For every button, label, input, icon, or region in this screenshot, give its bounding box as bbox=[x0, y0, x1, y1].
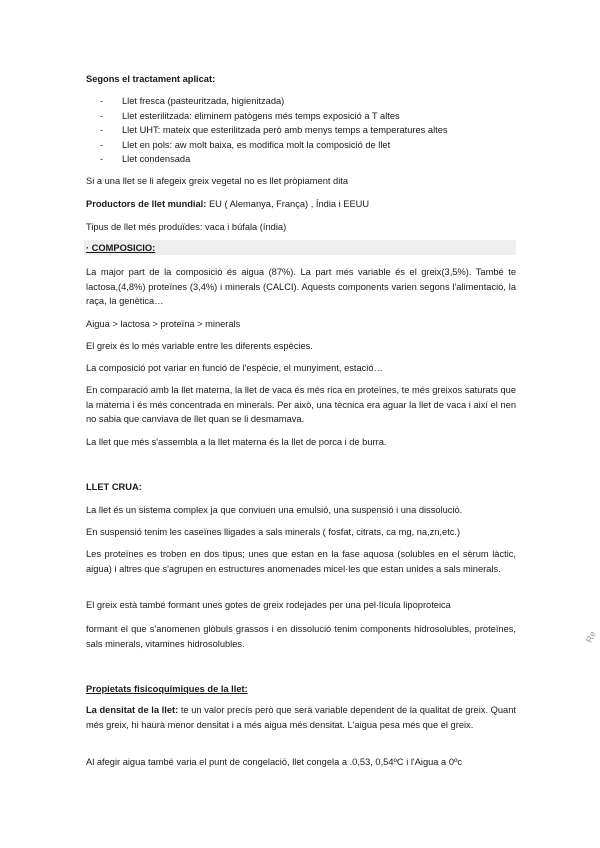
treatment-heading: Segons el tractament aplicat: bbox=[86, 74, 216, 84]
composition-paragraph-4: En comparació amb la llet materna, la llet de vaca és més rica en proteïnes, te més greixos saturats que la materna i és més concentrada en minerals. Per això, una tècnica era aguar la llet de vaca i així el nen no sabia que canviava de llet quan se li desmamava. bbox=[86, 385, 516, 424]
veg-fat-note: Si a una llet se li afegeix greix vegetal no es llet pròpiament dita bbox=[86, 176, 349, 186]
composition-paragraph-5: La llet que més s'assembla a la llet materna és la llet de porca i de burra. bbox=[86, 437, 387, 447]
composition-heading: · COMPOSICIO: bbox=[86, 243, 156, 253]
dash-bullet: - bbox=[100, 96, 104, 106]
raw-milk-paragraph-4: El greix està també formant unes gotes de greix rodejades per una pel·lícula lipoproteica bbox=[86, 600, 451, 610]
composition-order: Aigua > lactosa > proteïna > minerals bbox=[86, 319, 241, 329]
dash-bullet: - bbox=[100, 125, 104, 135]
density-paragraph bbox=[86, 703, 516, 732]
dash-bullet: - bbox=[100, 154, 104, 164]
composition-paragraph-1: La major part de la composició és aigua (87%). La part més variable és el greix(3,5%). També te lactosa,(4,8%) proteïnes (3,4%) i minerals (CALCI). Aquests components varien segons l'alimentació, la raça, la genètica… bbox=[86, 267, 516, 306]
watermark-text: Re bbox=[584, 629, 598, 645]
density-text: te un valor precís però que serà variable dependent de la qualitat de greix. Quant més greix, hi haurà menor densitat i a més aigua més densitat. L'aigua pesa més que el greix. bbox=[86, 705, 516, 730]
dash-bullet: - bbox=[100, 110, 104, 121]
list-item-text: Llet en pols: aw molt baixa, es modifica molt la composició de llet bbox=[122, 139, 391, 150]
composition-paragraph-3: La composició pot variar en funció de l'espècie, el munyiment, estació… bbox=[86, 363, 383, 373]
raw-milk-paragraph-1: La llet és un sistema complex ja que conviuen una emulsió, una suspensió i una dissolució. bbox=[86, 505, 463, 515]
types-produced: Tipus de llet més produïdes: vaca i búfala (índia) bbox=[86, 222, 287, 232]
list-item bbox=[100, 94, 520, 109]
composition-paragraph-2: El greix és lo més variable entre les diferents espècies. bbox=[86, 341, 313, 351]
freezing-paragraph: Al afegir aigua també varia el punt de congelació, llet congela a .0,53, 0,54ºC i l'Aigua a 0ºc bbox=[86, 757, 463, 767]
list-item-text: Llet esterilitzada: eliminem patògens més temps exposició a T altes bbox=[122, 110, 400, 121]
list-item-text: Llet fresca (pasteuritzada, higienitzada) bbox=[122, 96, 285, 106]
producers-line bbox=[86, 197, 516, 212]
raw-milk-paragraph-5: formant el que s'anomenen glòbuls grassos i en dissolució tenim components hidrosolubles, proteïnes, sals minerals, vitamines hidrosolubles. bbox=[86, 624, 516, 649]
list-item bbox=[100, 123, 520, 138]
list-item-text: Llet UHT: mateix que esterilitzada però amb menys temps a temperatures altes bbox=[122, 125, 448, 135]
producers-value: EU ( Alemanya, França) , Índia i EEUU bbox=[206, 199, 370, 209]
list-item bbox=[100, 138, 520, 153]
list-item bbox=[100, 109, 520, 124]
producers-label: Productors de llet mundial: bbox=[86, 199, 207, 209]
list-item bbox=[100, 152, 520, 167]
raw-milk-paragraph-2: En suspensió tenim les caseïnes lligades a sals minerals ( fosfat, citrats, ca mg, na,zn,etc.) bbox=[86, 527, 461, 537]
physchem-heading: Propietats fisicoquímiques de la llet: bbox=[86, 684, 248, 694]
density-label: La densitat de la llet: bbox=[86, 705, 179, 715]
raw-milk-paragraph-3: Les proteïnes es troben en dos tipus; unes que estan en la fase aquosa (solubles en el sèrum làctic, aigua) i altres que s'agrupen en estructures anomenades micel·les que estan unides a sals minerals. bbox=[86, 549, 516, 574]
dash-bullet: - bbox=[100, 139, 104, 150]
list-item-text: Llet condensada bbox=[122, 154, 191, 164]
treatment-list bbox=[100, 94, 520, 167]
raw-milk-heading: LLET CRUA: bbox=[86, 482, 142, 492]
